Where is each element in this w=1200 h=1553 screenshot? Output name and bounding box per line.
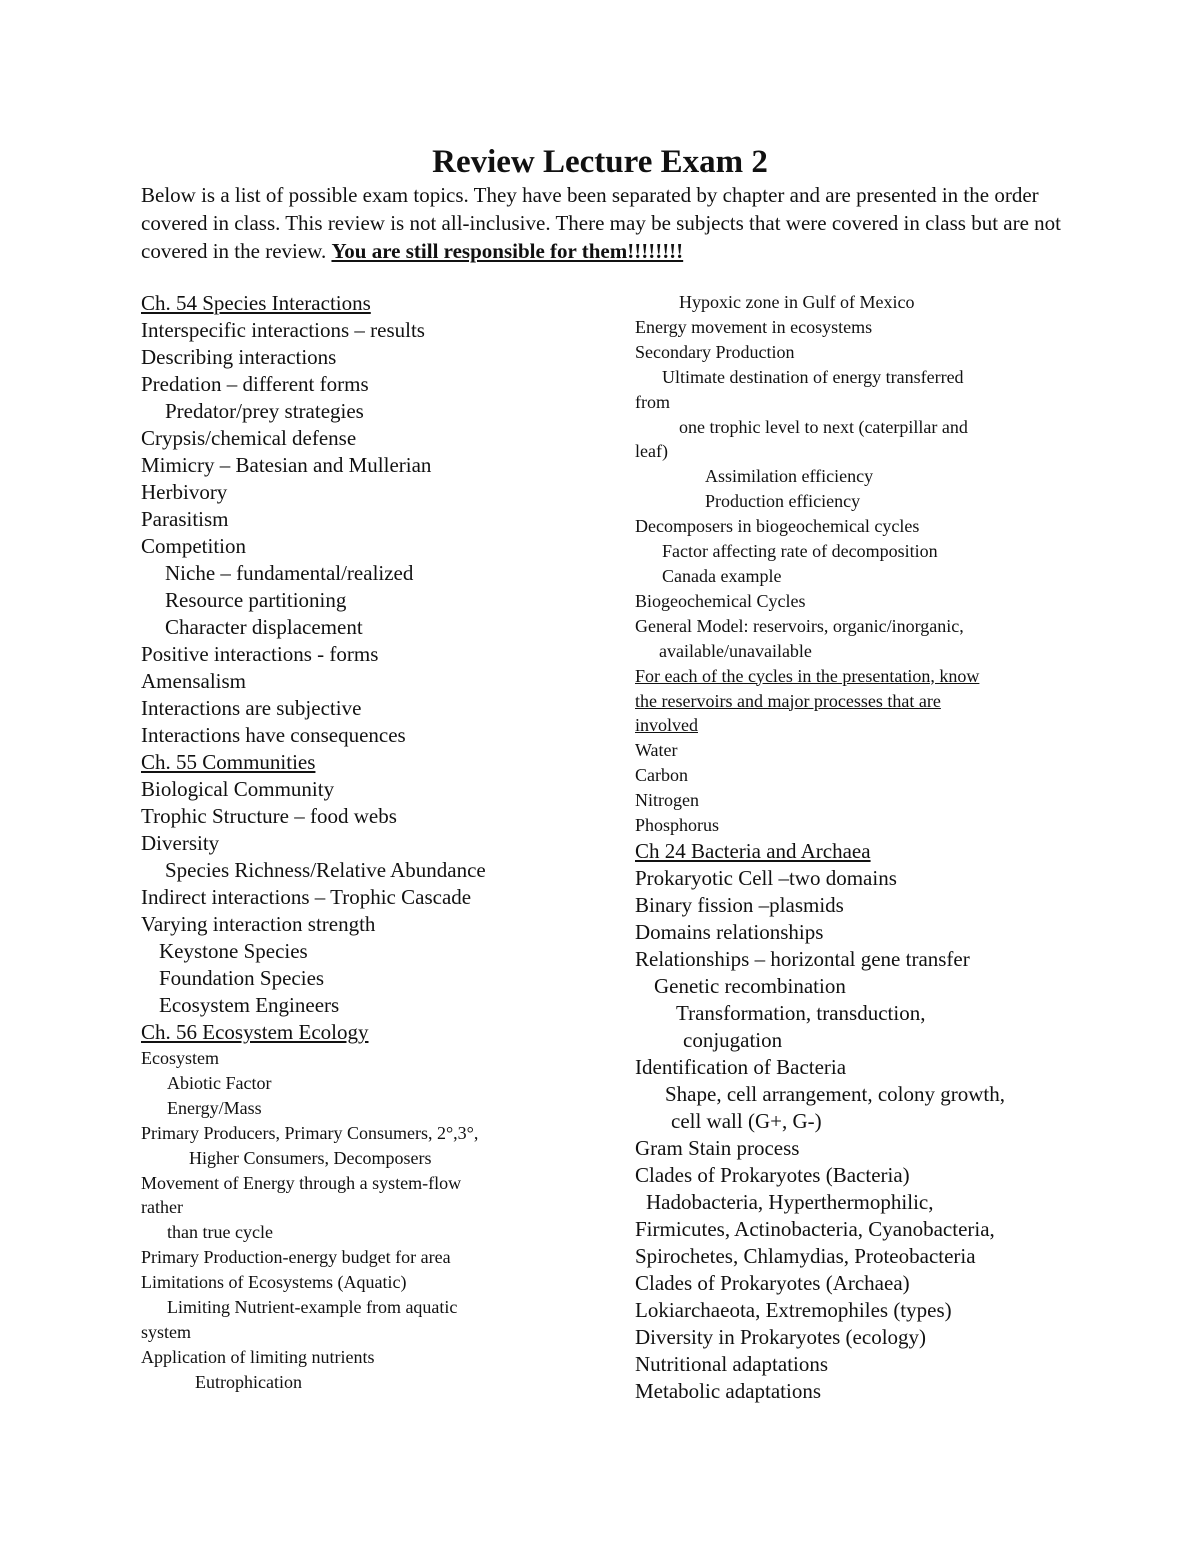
subtopic-item: conjugation bbox=[683, 1027, 783, 1052]
topic-item: Primary Producers, Primary Consumers, 2°,3°, bbox=[141, 1122, 479, 1143]
left-column bbox=[141, 290, 611, 1395]
topic-item: Crypsis/chemical defense bbox=[141, 426, 357, 450]
chapter-heading-54: Ch. 54 Species Interactions bbox=[141, 291, 371, 315]
topic-item: Diversity in Prokaryotes (ecology) bbox=[635, 1324, 927, 1349]
subtopic-item: Ultimate destination of energy transferred bbox=[662, 366, 964, 387]
topic-item: Firmicutes, Actinobacteria, Cyanobacteria, bbox=[635, 1216, 995, 1241]
topic-item: Clades of Prokaryotes (Bacteria) bbox=[635, 1162, 910, 1187]
subtopic-item: Production efficiency bbox=[705, 491, 861, 512]
topic-item: Primary Production-energy budget for area bbox=[141, 1247, 451, 1268]
topic-item: Interspecific interactions – results bbox=[141, 318, 425, 342]
left-small-list bbox=[141, 1046, 611, 1395]
subtopic-item: Assimilation efficiency bbox=[705, 466, 874, 487]
subtopic-item: Ecosystem Engineers bbox=[159, 993, 340, 1017]
topic-item: Indirect interactions – Trophic Cascade bbox=[141, 885, 472, 909]
subtopic-item: Hadobacteria, Hyperthermophilic, bbox=[646, 1189, 934, 1214]
subtopic-item: Abiotic Factor bbox=[167, 1072, 272, 1093]
chapter-heading-55: Ch. 55 Communities bbox=[141, 750, 316, 774]
topic-item: Water bbox=[635, 740, 678, 761]
subtopic-item: Higher Consumers, Decomposers bbox=[189, 1147, 432, 1168]
topic-item: leaf) bbox=[635, 441, 668, 462]
topic-item: Limitations of Ecosystems (Aquatic) bbox=[141, 1272, 407, 1293]
topic-item: General Model: reservoirs, organic/inorganic, bbox=[635, 615, 964, 636]
right-small-list bbox=[635, 290, 1065, 838]
topic-item: Clades of Prokaryotes (Archaea) bbox=[635, 1270, 910, 1295]
topic-item: Carbon bbox=[635, 765, 688, 786]
topic-item: Varying interaction strength bbox=[141, 912, 376, 936]
topic-item: Decomposers in biogeochemical cycles bbox=[635, 516, 920, 537]
note-underlined: the reservoirs and major processes that are bbox=[635, 690, 941, 711]
topic-item: Binary fission –plasmids bbox=[635, 892, 844, 917]
subtopic-item: than true cycle bbox=[167, 1222, 273, 1243]
topic-item: Spirochetes, Chlamydias, Proteobacteria bbox=[635, 1243, 976, 1268]
subtopic-item: available/unavailable bbox=[659, 640, 812, 661]
topic-item: Gram Stain process bbox=[635, 1135, 800, 1160]
subtopic-item: Resource partitioning bbox=[165, 588, 347, 612]
topic-item: Application of limiting nutrients bbox=[141, 1346, 375, 1367]
subtopic-item: Factor affecting rate of decomposition bbox=[662, 541, 938, 562]
topic-item: Metabolic adaptations bbox=[635, 1378, 822, 1403]
topic-item: Energy movement in ecosystems bbox=[635, 316, 873, 337]
subtopic-item: Limiting Nutrient-example from aquatic bbox=[167, 1297, 458, 1318]
topic-item: Nutritional adaptations bbox=[635, 1351, 829, 1376]
topic-item: Relationships – horizontal gene transfer bbox=[635, 946, 970, 971]
subtopic-item: Species Richness/Relative Abundance bbox=[165, 858, 486, 882]
topic-item: Nitrogen bbox=[635, 790, 699, 811]
topic-item: Herbivory bbox=[141, 480, 228, 504]
note-underlined: For each of the cycles in the presentation, know bbox=[635, 665, 980, 686]
topic-item: Identification of Bacteria bbox=[635, 1054, 847, 1079]
subtopic-item: Hypoxic zone in Gulf of Mexico bbox=[679, 292, 915, 312]
right-topic-list bbox=[635, 838, 1065, 1405]
subtopic-item: one trophic level to next (caterpillar and bbox=[679, 416, 968, 437]
topic-item: Trophic Structure – food webs bbox=[141, 804, 397, 828]
topic-item: Positive interactions - forms bbox=[141, 642, 379, 666]
subtopic-item: Character displacement bbox=[165, 615, 363, 639]
chapter-heading-24: Ch 24 Bacteria and Archaea bbox=[635, 838, 871, 863]
topic-item: Phosphorus bbox=[635, 815, 720, 836]
subtopic-item: Predator/prey strategies bbox=[165, 399, 364, 423]
left-topic-list bbox=[141, 290, 611, 1046]
topic-item: Movement of Energy through a system-flow bbox=[141, 1172, 462, 1193]
chapter-heading-56: Ch. 56 Ecosystem Ecology bbox=[141, 1020, 369, 1044]
topic-item: Biological Community bbox=[141, 777, 335, 801]
intro-paragraph bbox=[141, 181, 1071, 265]
topic-item: Mimicry – Batesian and Mullerian bbox=[141, 453, 432, 477]
subtopic-item: Genetic recombination bbox=[654, 973, 846, 998]
topic-item: Diversity bbox=[141, 831, 220, 855]
right-column bbox=[635, 290, 1065, 1405]
note-underlined: involved bbox=[635, 715, 698, 736]
subtopic-item: Energy/Mass bbox=[167, 1097, 262, 1118]
subtopic-item: Shape, cell arrangement, colony growth, bbox=[665, 1081, 1005, 1106]
topic-item: Describing interactions bbox=[141, 345, 337, 369]
subtopic-item: Keystone Species bbox=[159, 939, 308, 963]
topic-item: rather bbox=[141, 1197, 183, 1218]
page-title: Review Lecture Exam 2 bbox=[432, 144, 768, 180]
topic-item: Amensalism bbox=[141, 669, 246, 693]
topic-item: from bbox=[635, 391, 670, 412]
subtopic-item: Eutrophication bbox=[195, 1371, 302, 1392]
topic-item: Interactions are subjective bbox=[141, 696, 362, 720]
topic-item: Lokiarchaeota, Extremophiles (types) bbox=[635, 1297, 952, 1322]
topic-item: Parasitism bbox=[141, 507, 229, 531]
subtopic-item: cell wall (G+, G-) bbox=[671, 1108, 822, 1133]
topic-item: Domains relationships bbox=[635, 919, 824, 944]
topic-item: Predation – different forms bbox=[141, 372, 369, 396]
subtopic-item: Foundation Species bbox=[159, 966, 325, 990]
topic-item: Competition bbox=[141, 534, 246, 558]
subtopic-item: Transformation, transduction, bbox=[676, 1000, 926, 1025]
topic-item: Biogeochemical Cycles bbox=[635, 590, 806, 611]
intro-text: Below is a list of possible exam topics. They have been separated by chapter and are presented in the order covered in class. This review is not all-inclusive. There may be subjects that were covered in class but are not covered in the review. bbox=[141, 183, 1062, 263]
intro-emphasis: You are still responsible for them!!!!!!!! bbox=[331, 239, 684, 263]
topic-item: Ecosystem bbox=[141, 1048, 219, 1068]
topic-item: system bbox=[141, 1321, 192, 1342]
topic-item: Interactions have consequences bbox=[141, 723, 406, 747]
topic-item: Prokaryotic Cell –two domains bbox=[635, 865, 897, 890]
subtopic-item: Canada example bbox=[662, 565, 782, 586]
subtopic-item: Niche – fundamental/realized bbox=[165, 561, 414, 585]
topic-item: Secondary Production bbox=[635, 341, 795, 362]
